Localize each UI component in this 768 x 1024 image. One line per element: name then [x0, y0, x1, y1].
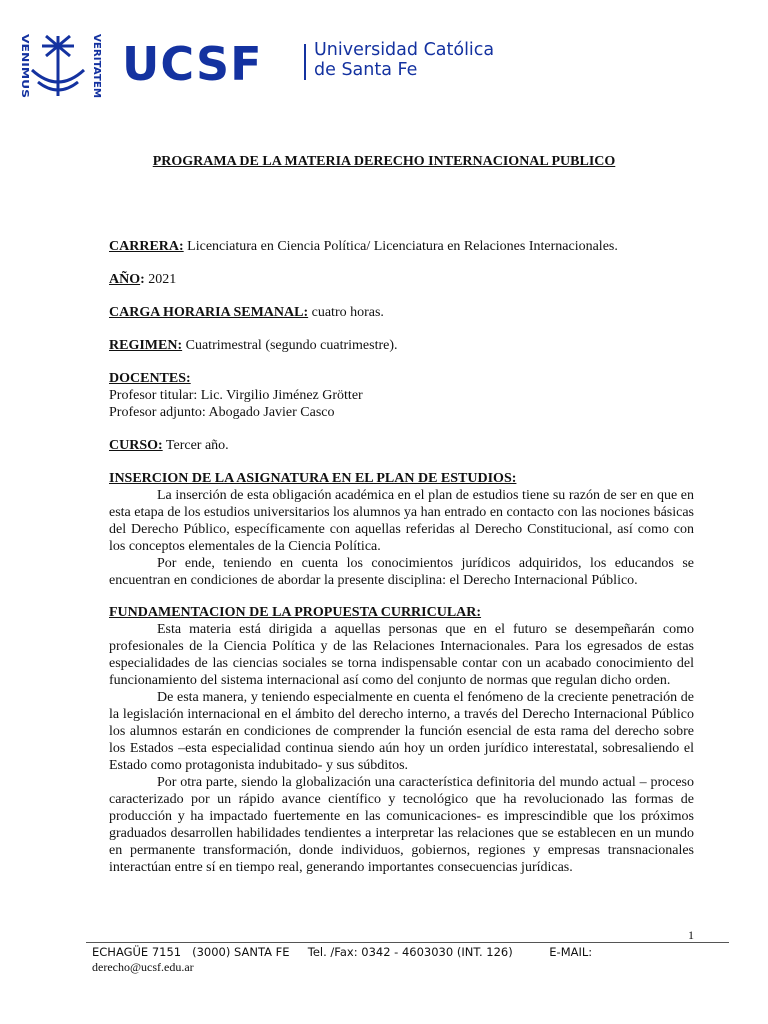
university-name-line1: Universidad Católica — [314, 40, 495, 60]
field-regimen — [109, 337, 694, 354]
university-seal-icon — [8, 32, 112, 102]
curso-value: Tercer año. — [162, 438, 229, 453]
regimen-label: REGIMEN: — [109, 338, 183, 353]
carrera-label: CARRERA: — [109, 239, 184, 254]
docentes-label: DOCENTES: — [109, 371, 191, 386]
university-name — [314, 40, 494, 80]
seal-text-left: VENIMUS — [19, 34, 30, 86]
section-fundamentacion — [109, 604, 694, 876]
anio-label: AÑO — [109, 272, 141, 287]
section-insercion — [109, 470, 694, 589]
page-number: 1 — [688, 928, 694, 942]
brand-separator — [304, 44, 306, 80]
seal-text-right: VERITATEM — [91, 34, 102, 97]
insercion-heading: INSERCION DE LA ASIGNATURA EN EL PLAN DE ESTUDIOS: — [109, 471, 517, 486]
fundamentacion-paragraph: Esta materia está dirigida a aquellas personas que en el futuro se desempeñarán como profesionales de la Ciencia Política y de las Relaciones Internacionales. Para los egresados de estas especialidades de las ciencias sociales se torna indispensable contar con un acabado conocimiento del funcionamiento del sistema internacional así como del conjunto de normas que regulan dicho orden. — [109, 622, 694, 688]
anio-colon: : — [140, 272, 145, 287]
document-title: PROGRAMA DE LA MATERIA DERECHO INTERNACIONAL PUBLICO — [152, 154, 616, 169]
footer-email: derecho@ucsf.edu.ar — [92, 960, 194, 974]
fundamentacion-heading: FUNDAMENTACION DE LA PROPUESTA CURRICULAR: — [109, 605, 482, 620]
university-logo — [8, 32, 528, 102]
field-docentes — [109, 370, 694, 421]
anio-value: 2021 — [144, 272, 177, 287]
field-curso — [109, 437, 694, 454]
carga-value: cuatro horas. — [308, 305, 384, 320]
document-body — [109, 238, 694, 891]
brand-wordmark: UCSF — [122, 37, 263, 91]
fundamentacion-paragraph: De esta manera, y teniendo especialmente en cuenta el fenómeno de la creciente penetración de la legislación internacional en el ámbito del derecho interno, a través del Derecho Internacional Público los alumnos estarán en condiciones de comprender la función esencial de esta rama del derecho sobre los Estados –esta especialidad continua siendo aún hoy un orden jurídico interestatal, sobresaliendo el Estado como protagonista indubitado- y sus súbditos. — [109, 690, 694, 773]
footer-address: ECHAGÜE 7151 (3000) SANTA FE Tel. /Fax: 0342 - 4603030 (INT. 126) E-MAIL: — [92, 945, 593, 959]
docente-adjunto: Profesor adjunto: Abogado Javier Casco — [109, 405, 335, 420]
insercion-paragraph: La inserción de esta obligación académica en el plan de estudios tiene su razón de ser en que en esta etapa de los estudios universitarios los alumnos ya han entrado en contacto con las nociones básicas del Derecho Público, específicamente con aquellas referidas al Derecho Constitucional, así como con los conceptos elementales de la Ciencia Política. — [109, 488, 694, 554]
fundamentacion-paragraph: Por otra parte, siendo la globalización una característica definitoria del mundo actual – proceso caracterizado por un rápido avance científico y tecnológico que ha revolucionado las formas de producción y ha impactado fuertemente en las comunicaciones- es imprescindible que los próximos graduados desarrollen habilidades tendientes a interpretar las relaciones que se establecen en un mundo en permanente transformación, donde individuos, gobiernos, regiones y empresas transnacionales interactúan entre sí en tiempo real, generando importantes consecuencias jurídicas. — [109, 775, 694, 875]
field-anio — [109, 271, 694, 288]
carrera-value: Licenciatura en Ciencia Política/ Licenciatura en Relaciones Internacionales. — [183, 239, 618, 254]
insercion-paragraph: Por ende, teniendo en cuenta los conocimientos jurídicos adquiridos, los educandos se encuentran en condiciones de abordar la presente disciplina: el Derecho Internacional Público. — [109, 556, 694, 588]
curso-label: CURSO: — [109, 438, 163, 453]
footer-divider — [86, 942, 729, 943]
field-carrera — [109, 238, 694, 255]
docente-titular: Profesor titular: Lic. Virgilio Jiménez Grötter — [109, 388, 363, 403]
field-carga-horaria — [109, 304, 694, 321]
carga-label: CARGA HORARIA SEMANAL: — [109, 305, 309, 320]
university-name-line2: de Santa Fe — [314, 60, 418, 80]
regimen-value: Cuatrimestral (segundo cuatrimestre). — [182, 338, 398, 353]
